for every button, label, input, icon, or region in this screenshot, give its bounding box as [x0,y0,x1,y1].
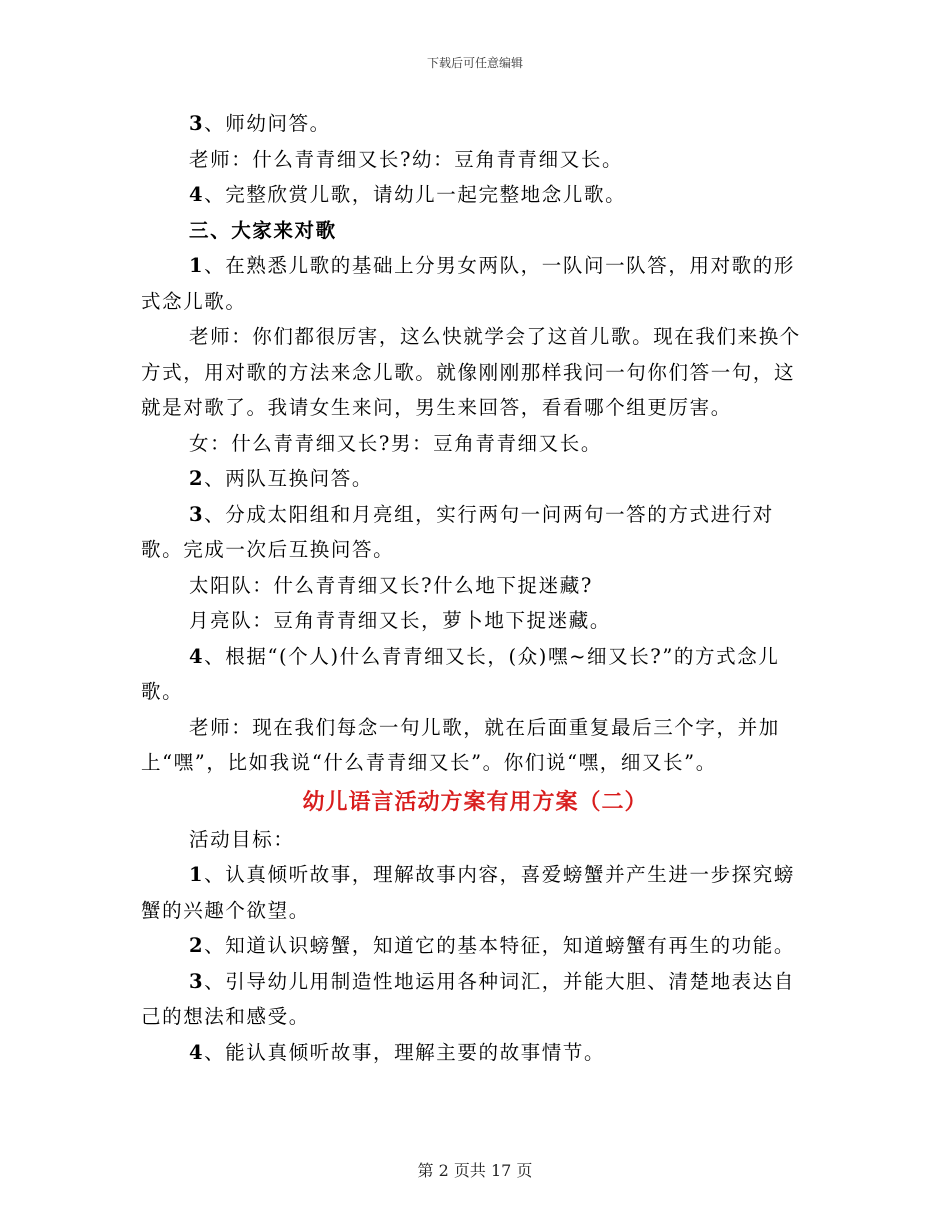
paragraph: 2、两队互换问答。 [189,467,373,490]
paragraph: 3、师幼问答。 [189,112,331,135]
paragraph: 3、引导幼儿用制造性地运用各种词汇，并能大胆、清楚地表达自己的想法和感受。 [141,969,795,1028]
paragraph: 1、在熟悉儿歌的基础上分男女两队，一队问一队答，用对歌的形式念儿歌。 [141,254,795,313]
page-footer: 第 2 页共 17 页 [417,1161,533,1180]
document-body [141,106,809,1070]
paragraph: 女：什么青青细又长?男：豆角青青细又长。 [189,431,602,455]
paragraph: 1、认真倾听故事，理解故事内容，喜爱螃蟹并产生进一步探究螃蟹的兴趣个欲望。 [141,863,795,922]
paragraph: 3、分成太阳组和月亮组，实行两句一问两句一答的方式进行对歌。完成一次后互换问答。 [141,502,774,561]
paragraph: 老师：你们都很厉害，这么快就学会了这首儿歌。现在我们来换个方式，用对歌的方法来念儿歌。就像刚刚那样我问一句你们答一句，这就是对歌了。我请女生来问，男生来回答，看看哪个组更厉害。 [141,325,801,419]
paragraph: 4、根据“(个人)什么青青细又长，(众)嘿~细又长?”的方式念儿歌。 [141,644,780,703]
paragraph: 老师：现在我们每念一句儿歌，就在后面重复最后三个字，并加上“嘿”，比如我说“什么青青细又长”。你们说“嘿，细又长”。 [141,715,780,774]
paragraph: 月亮队：豆角青青细又长，萝卜地下捉迷藏。 [189,609,612,632]
paragraph: 活动目标： [189,827,295,851]
paragraph: 4、能认真倾听故事，理解主要的故事情节。 [189,1040,606,1064]
page-header: 下载后可任意编辑 [426,56,523,70]
document-title: 幼儿语言活动方案有用方案（二） [302,788,648,815]
paragraph: 太阳队：什么青青细又长?什么地下捉迷藏? [189,573,593,597]
paragraph: 2、知道认识螃蟹，知道它的基本特征，知道螃蟹有再生的功能。 [189,934,795,957]
paragraph: 4、完整欣赏儿歌，请幼儿一起完整地念儿歌。 [189,183,627,206]
paragraph: 老师：什么青青细又长?幼：豆角青青细又长。 [189,147,624,171]
section-heading: 三、大家来对歌 [189,218,337,242]
